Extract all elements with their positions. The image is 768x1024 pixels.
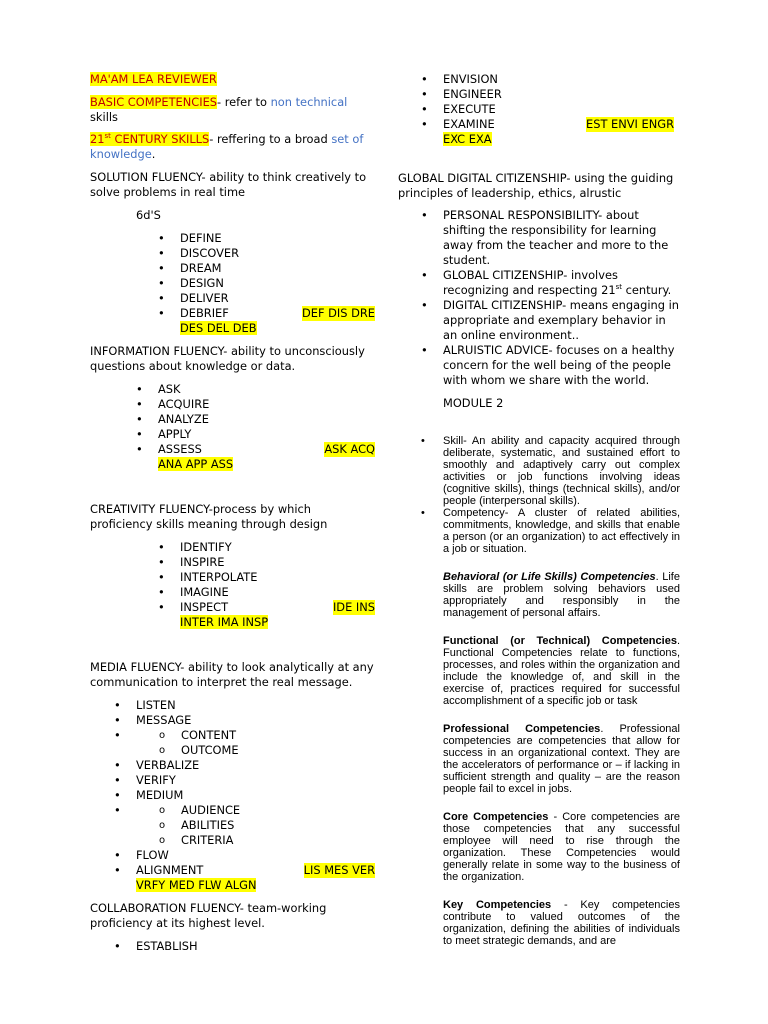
information-abbreviation-2: ANA APP ASS <box>158 457 234 471</box>
list-item: • ALIGNMENT LIS MES VER <box>136 863 375 878</box>
media-fluency-paragraph: MEDIA FLUENCY- ability to look analytically at any communication to interpret the real message. <box>90 660 374 689</box>
list-item: • MEDIUM <box>136 788 375 803</box>
list-item: • INSPECT IDE INS <box>180 600 375 615</box>
list-item: • VERBALIZE <box>136 758 375 773</box>
list-item: • DEFINE <box>180 231 375 246</box>
list-item: • APPLY <box>158 427 375 442</box>
information-abbreviation: ASK ACQ <box>324 442 375 456</box>
media-abbreviation-2: VRFY MED FLW ALGN <box>136 878 257 892</box>
envision-abbreviation-2: EXC EXA <box>443 132 492 146</box>
solution-fluency-paragraph: SOLUTION FLUENCY- ability to think creatively to solve problems in real time <box>90 170 367 199</box>
page-title: MA'AM LEA REVIEWER <box>90 72 217 86</box>
six-ds-label: 6d'S <box>136 208 161 222</box>
list-item: • DREAM <box>180 261 375 276</box>
list-item: • GLOBAL CITIZENSHIP- involves recognizing and respecting 21st century. <box>443 268 680 298</box>
list-item: • IDENTIFY <box>180 540 375 555</box>
list-item: • MESSAGE <box>136 713 375 728</box>
list-item: • ESTABLISH <box>136 939 375 954</box>
information-fluency-paragraph: INFORMATION FLUENCY- ability to unconsciously questions about knowledge or data. <box>90 344 365 373</box>
list-item: • Skill- An ability and capacity acquired through deliberate, systematic, and sustained effort to smoothly and adaptively carry out complex activities or job functions involving ideas (cognitive skills), things (technical skills), and/or people (interpersonal skills). <box>443 435 680 507</box>
list-item: • DIGITAL CITIZENSHIP- means engaging in appropriate and exemplary behavior in an online environment.. <box>443 298 680 343</box>
solution-list <box>180 231 375 321</box>
creativity-abbreviation: IDE INS <box>332 600 375 614</box>
left-column <box>90 72 375 954</box>
list-item: • ALRUISTIC ADVICE- focuses on a healthy concern for the well being of the people with whom we share with the world. <box>443 343 680 388</box>
module-heading: MODULE 2 <box>443 396 504 410</box>
list-item: • LISTEN <box>136 698 375 713</box>
list-item: o ABILITIES <box>181 818 375 833</box>
list-item: o • CONTENT <box>181 728 375 743</box>
media-list <box>136 698 375 878</box>
list-item: • Competency- A cluster of related abilities, commitments, knowledge, and skills that enable a person (or an organization) to act effectively in a job or situation. <box>443 507 680 555</box>
creativity-fluency-paragraph: CREATIVITY FLUENCY-process by which proficiency skills meaning through design <box>90 502 328 531</box>
media-abbreviation: LIS MES VER <box>303 863 375 877</box>
list-item: • PERSONAL RESPONSIBILITY- about shifting the responsibility for learning away from the teacher and more to the student. <box>443 208 680 268</box>
century-skills-paragraph: 21st CENTURY SKILLS- reffering to a broad set of knowledge. <box>90 132 364 161</box>
list-item: • ASK <box>158 382 375 397</box>
right-column <box>398 72 680 947</box>
list-item: • VERIFY <box>136 773 375 788</box>
behavioral-paragraph: Behavioral (or Life Skills) Competencies. Life skills are problem solving behaviors used appropriately and responsibly in the management of personal affairs. <box>443 571 680 619</box>
envision-list <box>443 72 680 132</box>
list-item: • IMAGINE <box>180 585 375 600</box>
list-item: o OUTCOME <box>181 743 375 758</box>
collaboration-fluency-paragraph: COLLABORATION FLUENCY- team-working proficiency at its highest level. <box>90 901 327 930</box>
list-item: o • AUDIENCE <box>181 803 375 818</box>
solution-abbreviation: DEF DIS DRE <box>301 306 375 320</box>
list-item: • INSPIRE <box>180 555 375 570</box>
basic-competencies-paragraph: BASIC COMPETENCIES- refer to non technical skills <box>90 95 348 124</box>
list-item: • EXECUTE <box>443 102 680 117</box>
key-paragraph: Key Competencies - Key competencies contribute to valued outcomes of the organization, defining the abilities of individuals to meet strategic demands, and are <box>443 899 680 947</box>
list-item: • DEBRIEF DEF DIS DRE <box>180 306 375 321</box>
list-item: • DELIVER <box>180 291 375 306</box>
list-item: • ANALYZE <box>158 412 375 427</box>
list-item: • ENGINEER <box>443 87 680 102</box>
core-paragraph: Core Competencies - Core competencies are those competencies that any successful employee will need to rise through the organization. These Competencies would generally relate in some way to the business of the organization. <box>443 811 681 883</box>
message-sublist <box>181 728 375 758</box>
citizenship-list <box>443 208 680 388</box>
professional-paragraph: Professional Competencies. Professional competencies are competencies that allow for success in an organizational context. They are the accelerators of performance or – if lacking in sufficient strength and quality – are the reason people fail to excel in jobs. <box>443 723 680 795</box>
list-item: • EXAMINE EST ENVI ENGR <box>443 117 680 132</box>
collaboration-list <box>136 939 375 954</box>
creativity-list <box>180 540 375 615</box>
global-digital-citizenship-paragraph: GLOBAL DIGITAL CITIZENSHIP- using the guiding principles of leadership, ethics, alrustic <box>398 171 674 200</box>
information-list <box>158 382 375 457</box>
list-item: • FLOW <box>136 848 375 863</box>
creativity-abbreviation-2: INTER IMA INSP <box>180 615 269 629</box>
solution-abbreviation-2: DES DEL DEB <box>180 321 257 335</box>
list-item: • ACQUIRE <box>158 397 375 412</box>
list-item: • ASSESS ASK ACQ <box>158 442 375 457</box>
list-item: o CRITERIA <box>181 833 375 848</box>
list-item: • ENVISION <box>443 72 680 87</box>
list-item: • DISCOVER <box>180 246 375 261</box>
list-item: • INTERPOLATE <box>180 570 375 585</box>
list-item: • DESIGN <box>180 276 375 291</box>
medium-sublist <box>181 803 375 848</box>
functional-paragraph: Functional (or Technical) Competencies. Functional Competencies relate to functions, processes, and roles within the organization and include the knowledge of, and skill in the exercise of, practices required for successful accomplishment of a specific job or task <box>443 635 680 707</box>
envision-abbreviation: EST ENVI ENGR <box>586 117 674 131</box>
competency-list <box>443 435 680 555</box>
